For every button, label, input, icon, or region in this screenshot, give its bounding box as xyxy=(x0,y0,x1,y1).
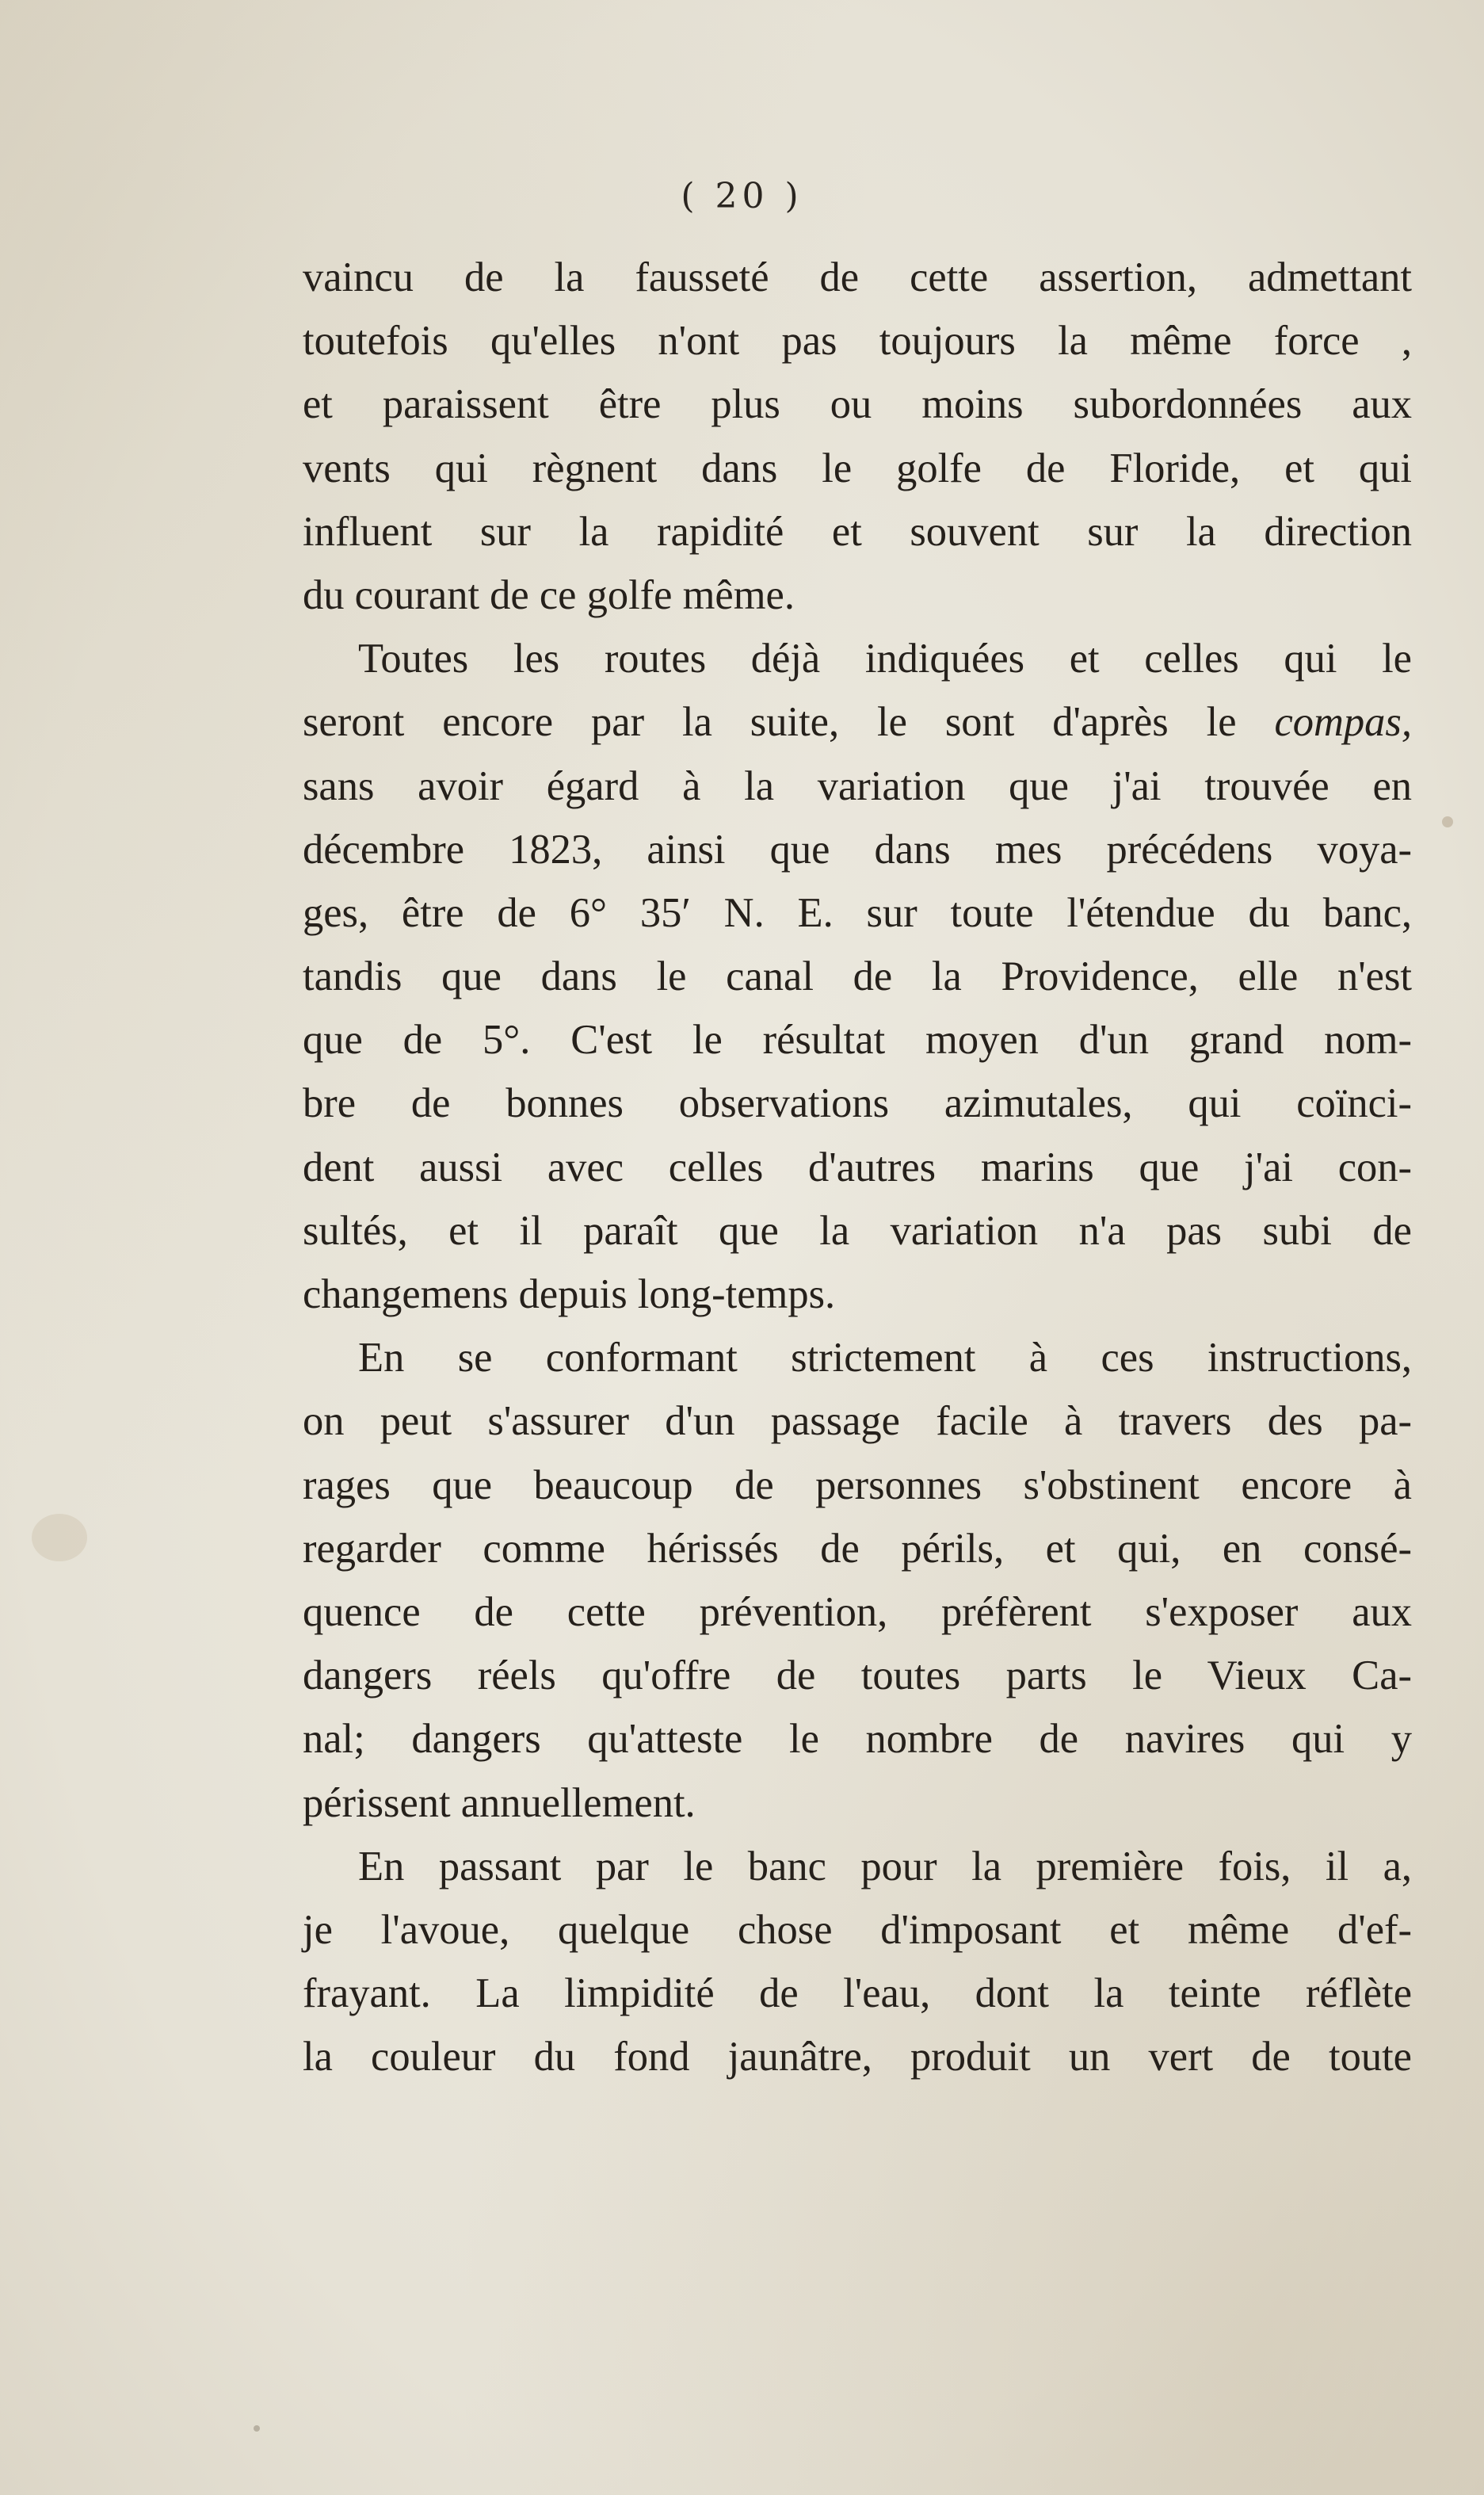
text-line: Toutes les routes déjà indiquées et celles qui le xyxy=(358,636,1412,682)
text-line: changemens depuis long-temps. xyxy=(303,1271,836,1317)
text-line: je l'avoue, quelque chose d'imposant et même d'ef- xyxy=(303,1906,1412,1953)
text-line: En passant par le banc pour la première fois, il a, xyxy=(358,1843,1412,1889)
text-line: sultés, et il paraît que la variation n'a pas subi de xyxy=(303,1207,1412,1254)
page-number: ( 20 ) xyxy=(681,176,803,216)
text-line: on peut s'assurer d'un passage facile à travers des pa- xyxy=(303,1398,1412,1445)
text-line: vaincu de la fausseté de cette assertion, admettant xyxy=(303,254,1412,300)
italic-word: compas, xyxy=(1274,699,1412,746)
text-line: frayant. La limpidité de l'eau, dont la teinte réflète xyxy=(303,1970,1412,2017)
text-line: dangers réels qu'offre de toutes parts le Vieux Ca- xyxy=(303,1653,1412,1699)
text-line: la couleur du fond jaunâtre, produit un vert de toute xyxy=(303,2034,1412,2080)
text-line: du courant de ce golfe même. xyxy=(303,571,795,618)
text-line: rages que beaucoup de personnes s'obstinent encore à xyxy=(303,1461,1412,1508)
text-line: influent sur la rapidité et souvent sur la direction xyxy=(303,508,1412,555)
text-line: vents qui règnent dans le golfe de Floride, et qui xyxy=(303,445,1412,491)
paper-stain xyxy=(254,2425,260,2432)
text-line: sans avoir égard à la variation que j'ai trouvée en xyxy=(303,762,1412,809)
text-line: périssent annuellement. xyxy=(303,1779,696,1826)
text-line: que de 5°. C'est le résultat moyen d'un grand nom- xyxy=(303,1017,1412,1064)
paper-stain xyxy=(32,1514,87,1561)
text-line: dent aussi avec celles d'autres marins que j'ai con- xyxy=(303,1144,1412,1190)
text-line: En se conformant strictement à ces instructions, xyxy=(358,1335,1412,1381)
text-line: et paraissent être plus ou moins subordonnées aux xyxy=(303,381,1412,428)
text-line-segment: seront encore par la suite, le sont d'après le xyxy=(303,699,1275,746)
text-line: nal; dangers qu'atteste le nombre de navires qui y xyxy=(303,1716,1412,1763)
text-line: ges, être de 6° 35′ N. E. sur toute l'étendue du banc, xyxy=(303,889,1412,936)
text-line: quence de cette prévention, préfèrent s'exposer aux xyxy=(303,1588,1412,1635)
paper-stain xyxy=(1442,816,1453,827)
text-line: tandis que dans le canal de la Providence, elle n'est xyxy=(303,953,1412,1000)
text-line xyxy=(303,690,1412,754)
text-line: regarder comme hérissés de périls, et qui, en consé- xyxy=(303,1525,1412,1572)
body-text xyxy=(303,246,1412,2088)
text-line: toutefois qu'elles n'ont pas toujours la même force , xyxy=(303,318,1412,365)
text-line: bre de bonnes observations azimutales, qui coïnci- xyxy=(303,1080,1412,1127)
text-line: décembre 1823, ainsi que dans mes précédens voya- xyxy=(303,826,1412,873)
